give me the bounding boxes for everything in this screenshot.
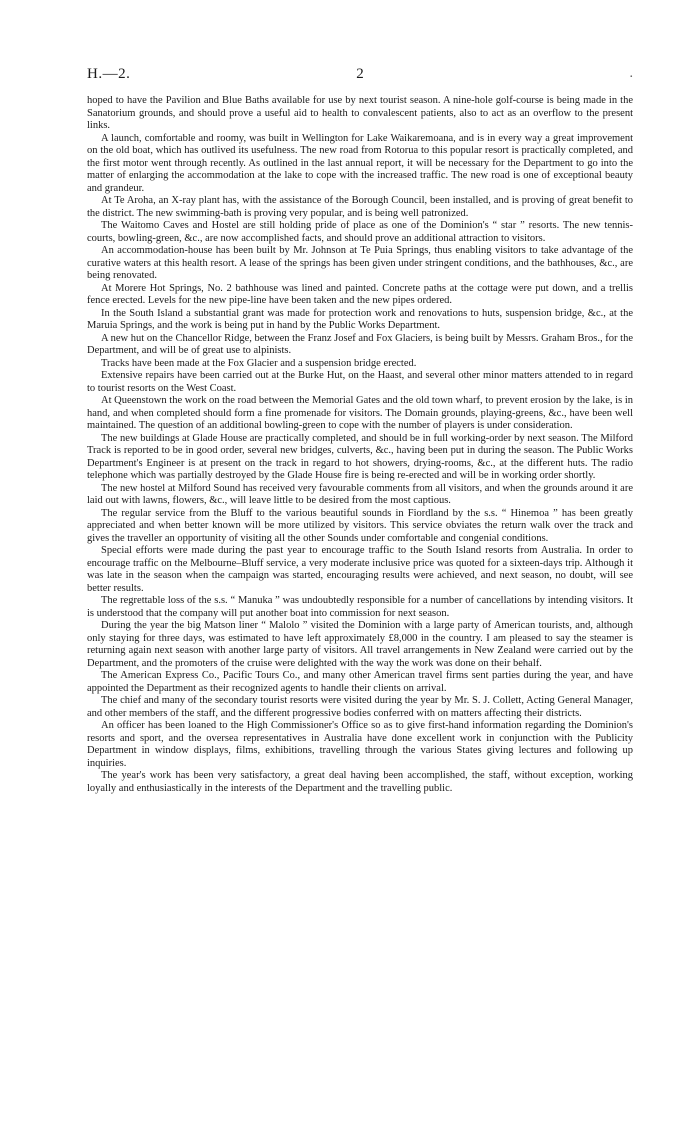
paragraph: The chief and many of the secondary tourist resorts were visited during the year by Mr. S. J. Collett, Acting General Manager, and other members of the staff, and the different progressive bodies conferred with on matters affecting their districts. bbox=[87, 695, 633, 719]
paragraph: At Queenstown the work on the road between the Memorial Gates and the old town wharf, to prevent erosion by the lake, is in hand, and when completed should form a fine promenade for visitors. The Domain grounds, playing-greens, &c., have been well maintained. The question of an additional bowling-green to cope with the number of players is under consideration. bbox=[87, 395, 633, 431]
paragraph: An accommodation-house has been built by Mr. Johnson at Te Puia Springs, thus enabling visitors to take advantage of the curative waters at this health resort. A lease of the springs has been given under stringent conditions, and the bathhouses, &c., are being renovated. bbox=[87, 245, 633, 281]
paragraph: A launch, comfortable and roomy, was built in Wellington for Lake Waikaremoana, and is in every way a great improvement on the old boat, which has outlived its usefulness. The new road from Rotorua to this popular resort is practically completed, and the first motor went through recently. As outlined in the last annual report, it will be necessary for the Department to go into the matter of enlarging the accommodation at the lake to cope with the increased traffic. The new road is one of exceptional beauty and grandeur. bbox=[87, 132, 633, 194]
page-number: 2 bbox=[356, 66, 364, 82]
paragraph: A new hut on the Chancellor Ridge, between the Franz Josef and Fox Glaciers, is being built by Messrs. Graham Bros., for the Department, and will be of great use to alpinists. bbox=[87, 332, 633, 356]
paragraph: At Te Aroha, an X-ray plant has, with the assistance of the Borough Council, been installed, and is proving of great benefit to the district. The new swimming-bath is proving very popular, and is being well patronized. bbox=[87, 195, 633, 219]
paragraph: An officer has been loaned to the High Commissioner's Office so as to give first-hand information regarding the Dominion's resorts and sport, and the oversea representatives in Australia have done excellent work in conjunction with the Publicity Department in window displays, films, exhibitions, travelling through the various States giving lectures and following up inquiries. bbox=[87, 720, 633, 769]
paragraph: The year's work has been very satisfactory, a great deal having been accomplished, the staff, without exception, working loyally and enthusiastically in the interests of the Department and the travelling public. bbox=[87, 770, 633, 794]
paragraph: Extensive repairs have been carried out at the Burke Hut, on the Haast, and several other minor matters attended to in regard to tourist resorts on the West Coast. bbox=[87, 370, 633, 394]
paragraph: hoped to have the Pavilion and Blue Baths available for use by next tourist season. A nine-hole golf-course is being made in the Sanatorium grounds, and should prove a useful aid to health to convalescent patients, also to act as an overflow to the present links. bbox=[87, 95, 633, 131]
paragraph: The new buildings at Glade House are practically completed, and should be in full working-order by next season. The Milford Track is reported to be in good order, several new bridges, culverts, &c., having been put in during the season. The Public Works Department's Engineer is at present on the track in regard to hot showers, drying-rooms, &c., at the different huts. The radio telephone which was partially destroyed by the Glade House fire is being re-erected and will be in working order shortly. bbox=[87, 432, 633, 481]
document-reference: H.—2. bbox=[87, 66, 131, 82]
paragraph: The American Express Co., Pacific Tours Co., and many other American travel firms sent parties during the year, and have appointed the Department as their recognized agents to handle their clients on arrival. bbox=[87, 670, 633, 694]
paragraph: In the South Island a substantial grant was made for protection work and renovations to huts, suspension bridge, &c., at the Maruia Springs, and the work is being put in hand by the Public Works Department. bbox=[87, 307, 633, 331]
paragraph: The regrettable loss of the s.s. “ Manuka ” was undoubtedly responsible for a number of cancellations by intending visitors. It is understood that the company will put another boat into commission for next season. bbox=[87, 595, 633, 619]
paragraph: At Morere Hot Springs, No. 2 bathhouse was lined and painted. Concrete paths at the cottage were put down, and a trellis fence erected. Levels for the new pipe-line have been taken and the new pipes ordered. bbox=[87, 282, 633, 306]
paragraph: The regular service from the Bluff to the various beautiful sounds in Fiordland by the s.s. “ Hinemoa ” has been greatly appreciated and when better known will be more utilized by visitors. This service obviates the return walk over the track and gives the traveller an opportunity of visiting all the other Sounds under comfortable and congenial conditions. bbox=[87, 507, 633, 544]
paragraph: The Waitomo Caves and Hostel are still holding pride of place as one of the Dominion's “ star ” resorts. The new tennis-courts, bowling-green, &c., are now accomplished facts, and should prove an additional attraction to visitors. bbox=[87, 220, 633, 244]
paragraph: The new hostel at Milford Sound has received very favourable comments from all visitors, and when the grounds around it are laid out with lawns, flowers, &c., will leave little to be desired from the most captious. bbox=[87, 482, 633, 506]
paragraph: During the year the big Matson liner “ Malolo ” visited the Dominion with a large party of American tourists, and, although only staying for three days, was estimated to have left approximately £8,000 in the country. I am pleased to say the steamer is returning again next season with another large party of visitors. All travel arrangements in New Zealand were carried out by the Department, and the promoters of the cruise were delighted with the way the work was done on their behalf. bbox=[87, 620, 633, 669]
header-mark: . bbox=[629, 66, 633, 81]
page-header bbox=[87, 66, 633, 86]
paragraph: Tracks have been made at the Fox Glacier and a suspension bridge erected. bbox=[101, 357, 417, 369]
paragraph: Special efforts were made during the past year to encourage traffic to the South Island resorts from Australia. In order to encourage traffic on the Melbourne–Bluff service, a very moderate inclusive price was quoted for a sixteen-days trip. Although it was late in the season when the campaign was started, encouraging results were achieved, and next season, no doubt, will see better results. bbox=[87, 545, 633, 594]
body-text bbox=[87, 95, 633, 795]
